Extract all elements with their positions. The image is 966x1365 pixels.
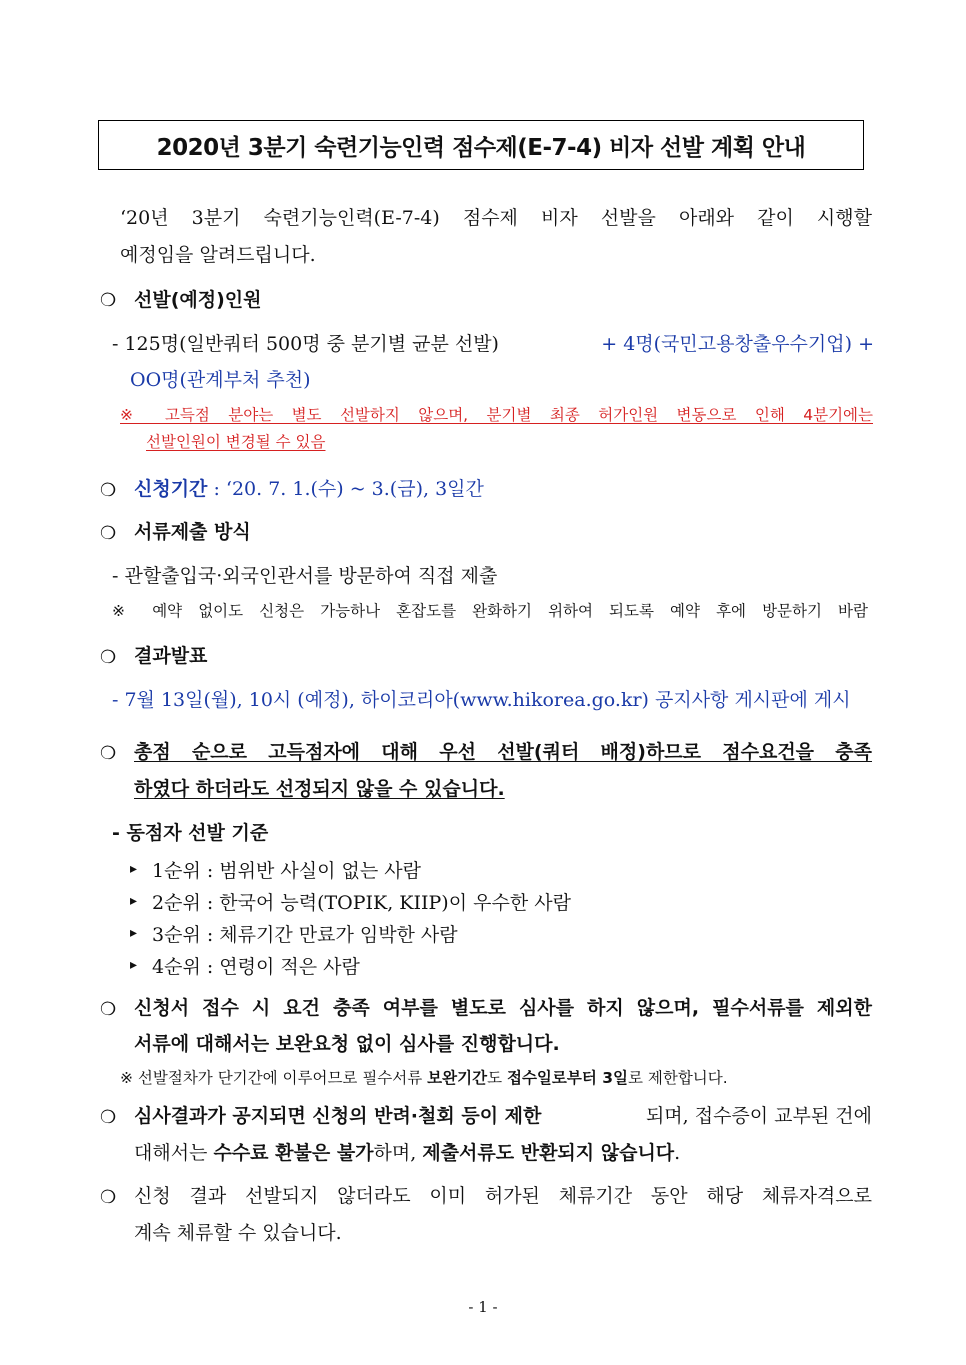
result-heading: 결과발표 [134, 645, 208, 667]
quota-line-2: OO명(관계부처 추천) [130, 369, 311, 391]
period-heading: 신청기간 [134, 478, 208, 500]
tie-heading: - 동점자 선발 기준 [112, 822, 269, 844]
review-line-1: 신청서 접수 시 요건 충족 여부를 별도로 심사를 하지 않으며, 필수서류를 제외한 [134, 997, 872, 1019]
quota-line-1 [112, 332, 874, 356]
refund-line-2-d: 제출서류도 반환되지 않습니다 [422, 1142, 675, 1164]
stay-line-2: 계속 체류할 수 있습니다. [134, 1222, 342, 1244]
arrow-bullet-icon: ▸ [130, 957, 138, 973]
intro-line-1: ‘20년 3분기 숙련기능인력(E-7-4) 점수제 비자 선발을 아래와 같이 시행할 [120, 207, 872, 229]
refund-line-1-bold: 심사결과가 공지되면 신청의 반려·철회 등이 제한 [134, 1105, 542, 1127]
refund-line-1-rest: 되며, 접수증이 교부된 건에 [645, 1105, 872, 1127]
circle-bullet-icon: ❍ [100, 523, 117, 544]
review-note-b: 보완기간 [427, 1069, 488, 1087]
refund-line-2-b: 수수료 환불은 불가 [213, 1142, 374, 1164]
stay-line-1: 신청 결과 선발되지 않더라도 이미 허가된 체류기간 동안 해당 체류자격으로 [134, 1185, 872, 1207]
circle-bullet-icon: ❍ [100, 290, 117, 311]
period-value: : ‘20. 7. 1.(수) ~ 3.(금), 3일간 [213, 478, 484, 500]
arrow-bullet-icon: ▸ [130, 925, 138, 941]
period-line [134, 477, 484, 501]
order-line-1: 총점 순으로 고득점자에 대해 우선 선발(쿼터 배정)하므로 점수요건을 충족 [134, 741, 872, 763]
circle-bullet-icon: ❍ [100, 999, 117, 1020]
circle-bullet-icon: ❍ [100, 743, 117, 764]
submission-heading: 서류제출 방식 [134, 521, 251, 543]
review-note-a: ※ 선발절차가 단기간에 이루어므로 필수서류 [120, 1069, 423, 1087]
review-note-d: 접수일로부터 3일 [506, 1069, 628, 1087]
refund-line-1 [134, 1104, 872, 1128]
tie-rule-4: 4순위 : 연령이 적은 사람 [152, 956, 360, 978]
intro-line-2: 예정임을 알려드립니다. [120, 244, 316, 266]
quota-heading: 선발(예정)인원 [134, 289, 262, 311]
arrow-bullet-icon: ▸ [130, 893, 138, 909]
circle-bullet-icon: ❍ [100, 647, 117, 668]
submission-note: ※ 예약 없이도 신청은 가능하나 혼잡도를 완화하기 위하여 되도록 예약 후에 방문하기 바람 [112, 602, 868, 620]
refund-line-2-a: 대해서는 [134, 1142, 208, 1164]
tie-rule-2: 2순위 : 한국어 능력(TOPIK, KIIP)이 우수한 사람 [152, 892, 571, 914]
order-line-2: 하였다 하더라도 선정되지 않을 수 있습니다. [134, 778, 505, 800]
circle-bullet-icon: ❍ [100, 1107, 117, 1128]
quota-note-1: ※ 고득점 분야는 별도 선발하지 않으며, 분기별 최종 허가인원 변동으로 인해 4분기에는 [120, 406, 873, 424]
refund-line-2-c: 하며, [373, 1142, 417, 1164]
circle-bullet-icon: ❍ [100, 1187, 117, 1208]
tie-rule-1: 1순위 : 범위반 사실이 없는 사람 [152, 860, 421, 882]
refund-line-2 [134, 1141, 680, 1165]
review-note-c: 도 [487, 1069, 503, 1087]
review-line-2: 서류에 대해서는 보완요청 없이 심사를 진행합니다. [134, 1033, 560, 1055]
title-box [98, 120, 864, 170]
page-number: - 1 - [468, 1298, 498, 1316]
quota-note-2: 선발인원이 변경될 수 있음 [146, 433, 326, 451]
page-title: 2020년 3분기 숙련기능인력 점수제(E-7-4) 비자 선발 계획 안내 [156, 134, 806, 161]
submission-line-1: - 관할출입국·외국인관서를 방문하여 직접 제출 [112, 565, 498, 587]
refund-line-2-e: . [674, 1142, 681, 1164]
result-line-1: - 7월 13일(월), 10시 (예정), 하이코리아(www.hikorea.go.kr) 공지사항 게시판에 게시 [112, 689, 851, 711]
quota-excellent-companies: + 4명(국민고용창출우수기업) + [601, 333, 874, 355]
arrow-bullet-icon: ▸ [130, 861, 138, 877]
circle-bullet-icon: ❍ [100, 480, 117, 501]
tie-rule-3: 3순위 : 체류기간 만료가 임박한 사람 [152, 924, 458, 946]
review-note [120, 1066, 728, 1090]
review-note-e: 로 제한합니다. [627, 1069, 728, 1087]
quota-general: - 125명(일반쿼터 500명 중 분기별 균분 선발) [112, 333, 499, 355]
